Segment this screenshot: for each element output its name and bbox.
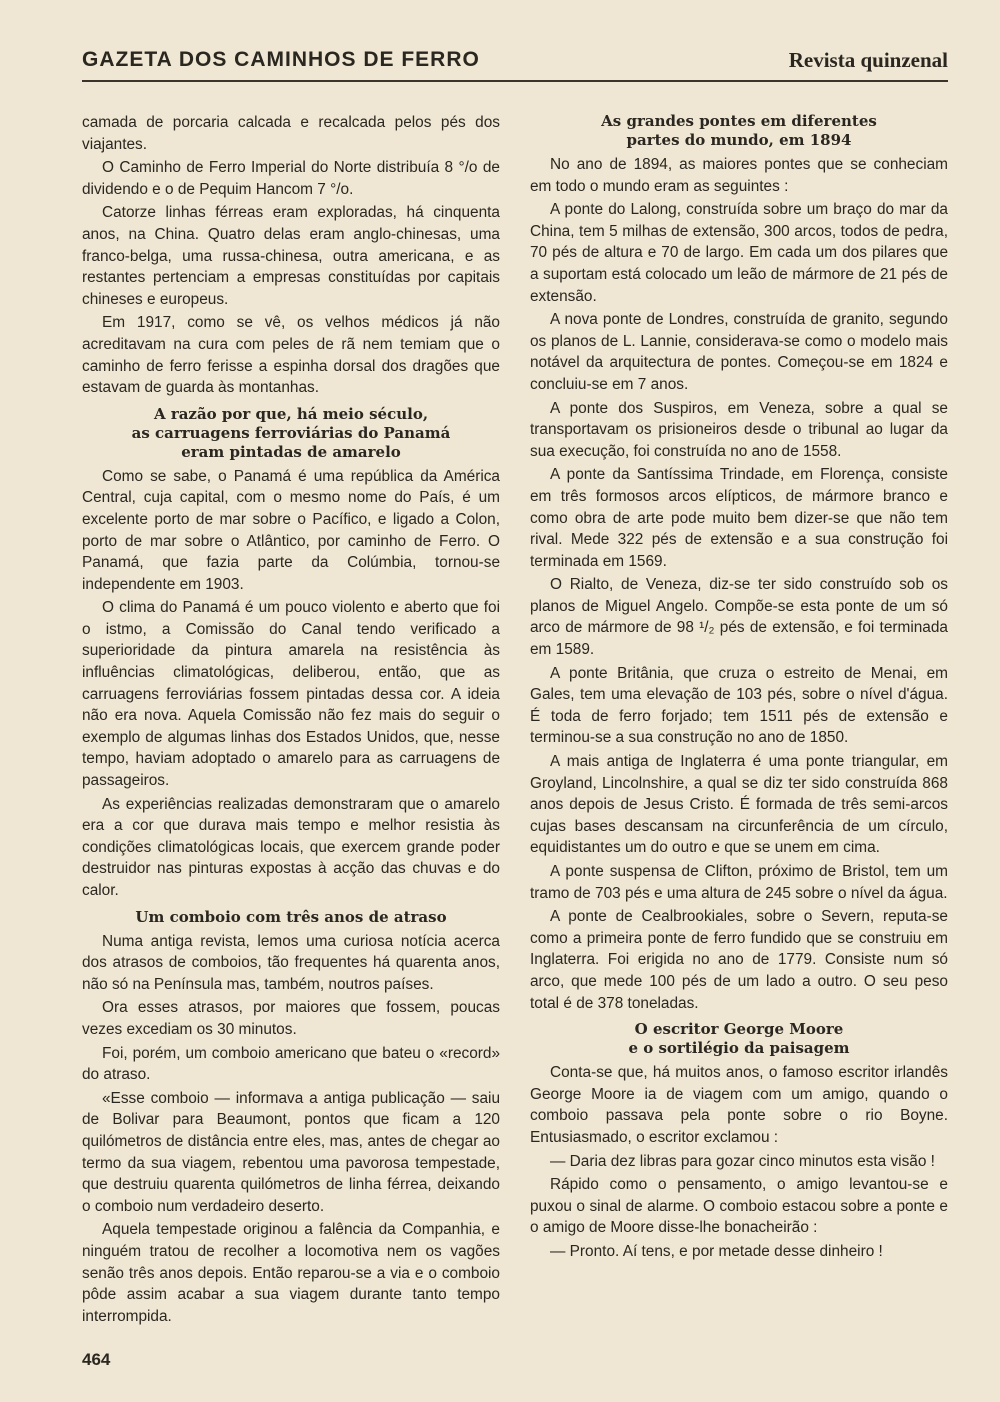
- paragraph: O Caminho de Ferro Imperial do Norte distribuía 8 °/o de dividendo e o de Pequim Hancom 7 °/o.: [82, 159, 500, 198]
- paragraph: No ano de 1894, as maiores pontes que se conheciam em todo o mundo eram as seguintes :: [530, 156, 948, 195]
- paragraph: Ora esses atrasos, por maiores que fossem, poucas vezes excediam os 30 minutos.: [82, 999, 500, 1038]
- paragraph: A ponte da Santíssima Trindade, em Florença, consiste em três formosos arcos elípticos, de mármore branco e como obra de arte pode muito bem dizer-se que não tem rival. Mede 322 pés de extensão e a sua construção foi terminada em 1569.: [530, 466, 948, 570]
- issue-type-label: Revista quinzenal: [788, 48, 948, 72]
- section-heading-comboio: [82, 908, 500, 927]
- heading-line: partes do mundo, em 1894: [626, 131, 852, 149]
- paragraph: Rápido como o pensamento, o amigo levantou-se e puxou o sinal de alarme. O comboio estacou sobre a ponte e o amigo de Moore disse-lhe bonacheirão :: [530, 1176, 948, 1237]
- paragraph: A ponte Britânia, que cruza o estreito de Menai, em Gales, tem uma elevação de 103 pés, sobre o nível d'água. É toda de ferro forjado; tem 1511 pés de extensão e terminou-se a sua construção no ano de 1850.: [530, 664, 948, 747]
- heading-line: as carruagens ferroviárias do Panamá: [131, 423, 451, 442]
- heading-line: O escritor George Moore: [634, 1020, 844, 1039]
- section-heading-moore: [530, 1020, 948, 1058]
- paragraph: «Esse comboio — informava a antiga publicação — saiu de Bolivar para Beaumont, pontos que ficam a 120 quilómetros de distância entre eles, mas, antes de chegar ao termo da sua viagem, rebentou uma pavorosa tempestade, que destruiu quarenta quilómetros de linha férrea, deixando o comboio num verdadeiro deserto.: [82, 1089, 500, 1215]
- paragraph: Conta-se que, há muitos anos, o famoso escritor irlandês George Moore ia de viagem com um amigo, quando o comboio passava pela ponte sobre o rio Boyne. Entusiasmado, o escritor exclamou :: [530, 1064, 948, 1146]
- paragraph: — Daria dez libras para gozar cinco minutos esta visão !: [550, 1152, 935, 1170]
- paragraph: — Pronto. Aí tens, e por metade desse dinheiro !: [550, 1242, 883, 1260]
- paragraph: A ponte suspensa de Clifton, próximo de Bristol, tem um tramo de 703 pés e uma altura de 245 sobre o nível da água.: [530, 863, 948, 902]
- paragraph: camada de porcaria calcada e recalcada pelos pés dos viajantes.: [82, 114, 500, 153]
- paragraph: Em 1917, como se vê, os velhos médicos já não acreditavam na cura com peles de rã nem temiam que o caminho de ferro ferisse a espinha dorsal dos dragões que estavam de guarda às montanhas.: [82, 314, 500, 397]
- section-heading-panama: [82, 405, 500, 462]
- paragraph: As experiências realizadas demonstraram que o amarelo era a cor que durava mais tempo e melhor resistia às condições climatológicas locais, que exercem grande poder destruidor nas pinturas expostas à acção das chuvas e do calor.: [82, 795, 500, 899]
- left-column: [82, 112, 500, 1329]
- masthead-title: GAZETA DOS CAMINHOS DE FERRO: [82, 48, 480, 71]
- right-column: [530, 112, 948, 1265]
- paragraph: Como se sabe, o Panamá é uma república da América Central, cuja capital, com o mesmo nome do País, é um excelente porto de mar sobre o Pacífico, e ligado a Colon, porto de mar sobre o Atlântico, por caminho de Ferro. O Panamá, que fazia parte da Colúmbia, tornou-se independente em 1903.: [82, 467, 500, 593]
- paragraph: A ponte do Lalong, construída sobre um braço do mar da China, tem 5 milhas de extensão, 300 arcos, todos de pedra, 70 pés de altura e 70 de largo. Em cada um dos pilares que a suportam está colocado um leão de mármore de 21 pés de extensão.: [530, 201, 948, 305]
- heading-line: Um comboio com três anos de atraso: [135, 907, 447, 926]
- paragraph: O clima do Panamá é um pouco violento e aberto que foi o istmo, a Comissão do Canal tendo verificado a superioridade da pintura amarela na resistência às influências climatológicas, deliberou, então, que as carruagens ferroviárias fossem pintadas dessa cor. A ideia não era nova. Aquela Comissão não fez mais do seguir o exemplo de algumas linhas dos Estados Unidos, que, nesse tempo, haviam adoptado o amarelo para as carruagens de passageiros.: [82, 599, 500, 790]
- paragraph: A ponte de Cealbrookiales, sobre o Severn, reputa-se como a primeira ponte de ferro fundido que se construiu em Inglaterra. Foi erigida no ano de 1779. Consiste num só arco, que mede 100 pés de um lado a outro. O seu peso total é de 378 toneladas.: [530, 908, 948, 1012]
- heading-line: A razão por que, há meio século,: [153, 404, 429, 423]
- paragraph: A mais antiga de Inglaterra é uma ponte triangular, em Groyland, Lincolnshire, a qual se diz ter sido construída 868 anos depois de Jesus Cristo. É formada de três semi-arcos cujas bases descansam na circunferência de um círculo, equidistantes um do outro e que se unem em cima.: [530, 753, 948, 857]
- paragraph: A ponte dos Suspiros, em Veneza, sobre a qual se transportavam os prisioneiros desde o tribunal ao lugar da sua execução, foi construída no ano de 1558.: [530, 399, 948, 460]
- section-heading-pontes: [530, 112, 948, 150]
- paragraph: O Rialto, de Veneza, diz-se ter sido construído sob os planos de Miguel Angelo. Compõe-se esta ponte de um só arco de mármore de 98 ¹/₂ pés de extensão, e foi terminada em 1589.: [530, 576, 948, 659]
- page-header: [82, 46, 948, 82]
- heading-line: eram pintadas de amarelo: [181, 442, 401, 461]
- heading-line: As grandes pontes em diferentes: [601, 112, 877, 130]
- heading-line: e o sortilégio da paisagem: [628, 1039, 850, 1058]
- page-number: 464: [82, 1350, 111, 1369]
- paragraph: A nova ponte de Londres, construída de granito, segundo os planos de L. Lannie, considerava-se como o modelo mais notável da arquitectura de pontes. Começou-se em 1824 e concluiu-se em 7 anos.: [530, 311, 948, 393]
- paragraph: Foi, porém, um comboio americano que bateu o «record» do atraso.: [82, 1044, 500, 1084]
- paragraph: Aquela tempestade originou a falência da Companhia, e ninguém tratou de recolher a locomotiva nem os vagões senão três anos depois. Então reparou-se a via e o comboio pôde assim acabar a sua viagem durante tanto tempo interrompida.: [82, 1221, 500, 1325]
- paragraph: Catorze linhas férreas eram exploradas, há cinquenta anos, na China. Quatro delas eram anglo-chinesas, uma franco-belga, uma russa-chinesa, outra americana, e as restantes pertenciam a empresas constituídas por capitais chineses e europeus.: [82, 204, 500, 308]
- paragraph: Numa antiga revista, lemos uma curiosa notícia acerca dos atrasos de comboios, tão frequentes há quarenta anos, não só na Península mas, também, noutros países.: [82, 932, 500, 993]
